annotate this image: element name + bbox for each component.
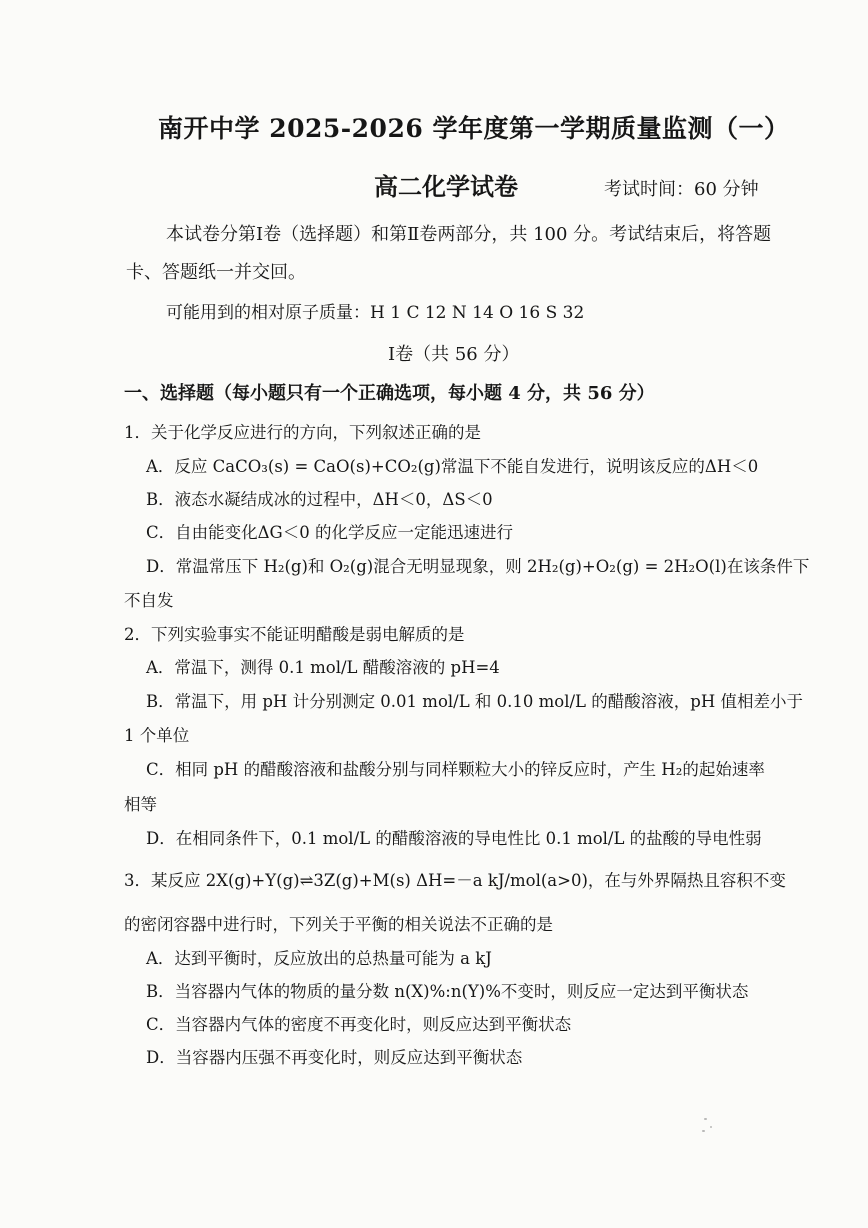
exam-title: 南开中学 2025-2026 学年度第一学期质量监测（一） (158, 114, 790, 143)
scan-speck (710, 1126, 712, 1128)
question-2-option-c: C．相同 pH 的醋酸溶液和盐酸分别与同样颗粒大小的锌反应时，产生 H₂的起始速率 (146, 760, 765, 779)
question-3-stem: 3．某反应 2X(g)+Y(g)⇌3Z(g)+M(s) ΔH=－a kJ/mol(a>0)，在与外界隔热且容积不变 (124, 871, 786, 890)
question-1-option-a: A．反应 CaCO₃(s) = CaO(s)+CO₂(g)常温下不能自发进行，说明该反应的ΔH＜0 (146, 457, 759, 476)
question-1-stem: 1．关于化学反应进行的方向，下列叙述正确的是 (124, 423, 481, 442)
scan-speck (702, 1130, 705, 1132)
question-3-option-d: D．当容器内压强不再变化时，则反应达到平衡状态 (146, 1048, 523, 1067)
exam-subtitle: 高二化学试卷 (374, 172, 518, 201)
question-3-option-c: C．当容器内气体的密度不再变化时，则反应达到平衡状态 (146, 1015, 572, 1034)
question-3-option-a: A．达到平衡时，反应放出的总热量可能为 a kJ (146, 949, 492, 968)
question-2-option-c-continued: 相等 (124, 795, 157, 814)
exam-time: 考试时间：60 分钟 (604, 179, 759, 200)
question-2-option-b: B．常温下，用 pH 计分别测定 0.01 mol/L 和 0.10 mol/L 的醋酸溶液，pH 值相差小于 (146, 692, 803, 711)
part1-heading: Ⅰ卷（共 56 分） (388, 344, 520, 365)
question-3-stem-continued: 的密闭容器中进行时，下列关于平衡的相关说法不正确的是 (124, 915, 553, 934)
question-1-option-d-continued: 不自发 (124, 591, 174, 610)
question-3-option-b: B．当容器内气体的物质的量分数 n(X)%:n(Y)%不变时，则反应一定达到平衡状态 (146, 982, 749, 1001)
question-2-option-d: D．在相同条件下，0.1 mol/L 的醋酸溶液的导电性比 0.1 mol/L 的盐酸的导电性弱 (146, 829, 762, 848)
section-title: 一、选择题（每小题只有一个正确选项，每小题 4 分，共 56 分） (124, 383, 655, 404)
question-1-option-b: B．液态水凝结成冰的过程中，ΔH＜0，ΔS＜0 (146, 490, 493, 509)
question-1-option-d: D．常温常压下 H₂(g)和 O₂(g)混合无明显现象，则 2H₂(g)+O₂(g) = 2H₂O(l)在该条件下 (146, 557, 810, 576)
question-1-option-c: C．自由能变化ΔG＜0 的化学反应一定能迅速进行 (146, 523, 513, 542)
question-2-option-b-continued: 1 个单位 (124, 726, 190, 745)
scan-speck (704, 1118, 707, 1120)
question-2-stem: 2．下列实验事实不能证明醋酸是弱电解质的是 (124, 625, 465, 644)
atomic-masses: 可能用到的相对原子质量：H 1 C 12 N 14 O 16 S 32 (166, 303, 585, 323)
intro-line-1: 本试卷分第Ⅰ卷（选择题）和第Ⅱ卷两部分，共 100 分。考试结束后，将答题 (166, 224, 772, 245)
intro-line-2: 卡、答题纸一并交回。 (126, 262, 306, 283)
question-2-option-a: A．常温下，测得 0.1 mol/L 醋酸溶液的 pH=4 (146, 658, 500, 677)
